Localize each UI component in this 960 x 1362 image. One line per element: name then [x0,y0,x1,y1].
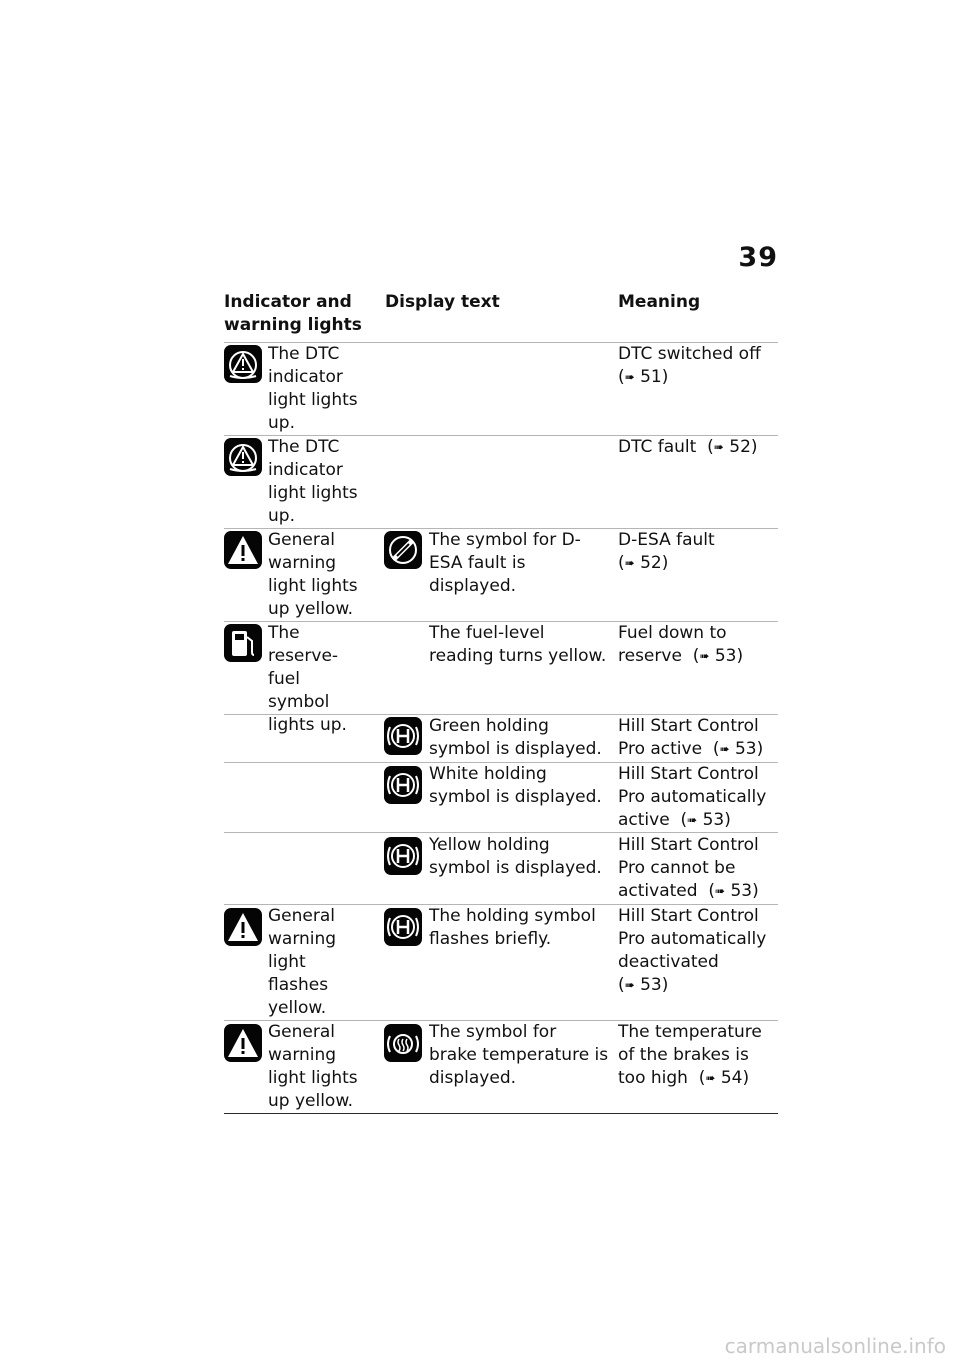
brake-temperature-icon [384,1024,422,1062]
meaning-text: Fuel down to reserve (➠ 53) [618,623,744,666]
indicator-description: General warning light flashes yellow. [268,906,337,1018]
display-text: The symbol for brake temperature is displayed. [429,1022,609,1088]
indicator-description: The DTC indicator light lights up. [268,437,358,526]
indicator-description: The reserve-fuel symbol lights up. [268,623,347,735]
meaning-text: The temperature of the brakes is too high (➠ 54) [618,1022,762,1088]
fuel-reserve-icon [224,624,262,662]
general-warning-icon [224,1024,262,1062]
meaning-text: D-ESA fault (➠ 52) [618,530,715,573]
display-text: The symbol for D-ESA fault is displayed. [429,530,581,596]
page-number: 39 [738,242,778,273]
column-header-indicator: Indicator and warning lights [224,292,362,335]
meaning-text: Hill Start Control Pro active (➠ 53) [618,716,764,759]
meaning-text: DTC fault (➠ 52) [618,437,758,457]
indicator-description: General warning light lights up yellow. [268,530,358,619]
meaning-text: Hill Start Control Pro automatically deactivated (➠ 53) [618,906,767,995]
table-bottom-rule [224,1113,778,1114]
indicator-description: General warning light lights up yellow. [268,1022,358,1111]
dtc-warning-icon [224,438,262,476]
general-warning-icon [224,908,262,946]
dtc-warning-icon [224,345,262,383]
hill-hold-icon [384,837,422,875]
display-text: Yellow holding symbol is displayed. [429,835,602,878]
row-divider [224,832,778,833]
hill-hold-icon [384,717,422,755]
meaning-text: DTC switched off (➠ 51) [618,344,761,387]
desa-fault-icon [384,531,422,569]
hill-hold-icon [384,908,422,946]
hill-hold-icon [384,766,422,804]
display-text: Green holding symbol is displayed. [429,716,602,759]
display-text: The holding symbol flashes briefly. [429,906,596,949]
meaning-text: Hill Start Control Pro cannot be activated (➠ 53) [618,835,759,901]
column-header-display-text: Display text [385,292,500,312]
display-text: The fuel-level reading turns yellow. [429,623,607,666]
meaning-text: Hill Start Control Pro automatically active (➠ 53) [618,764,767,830]
general-warning-icon [224,531,262,569]
display-text: White holding symbol is displayed. [429,764,602,807]
indicator-description: The DTC indicator light lights up. [268,344,358,433]
column-header-meaning: Meaning [618,292,701,312]
watermark: carmanualsonline.info [724,1334,946,1358]
